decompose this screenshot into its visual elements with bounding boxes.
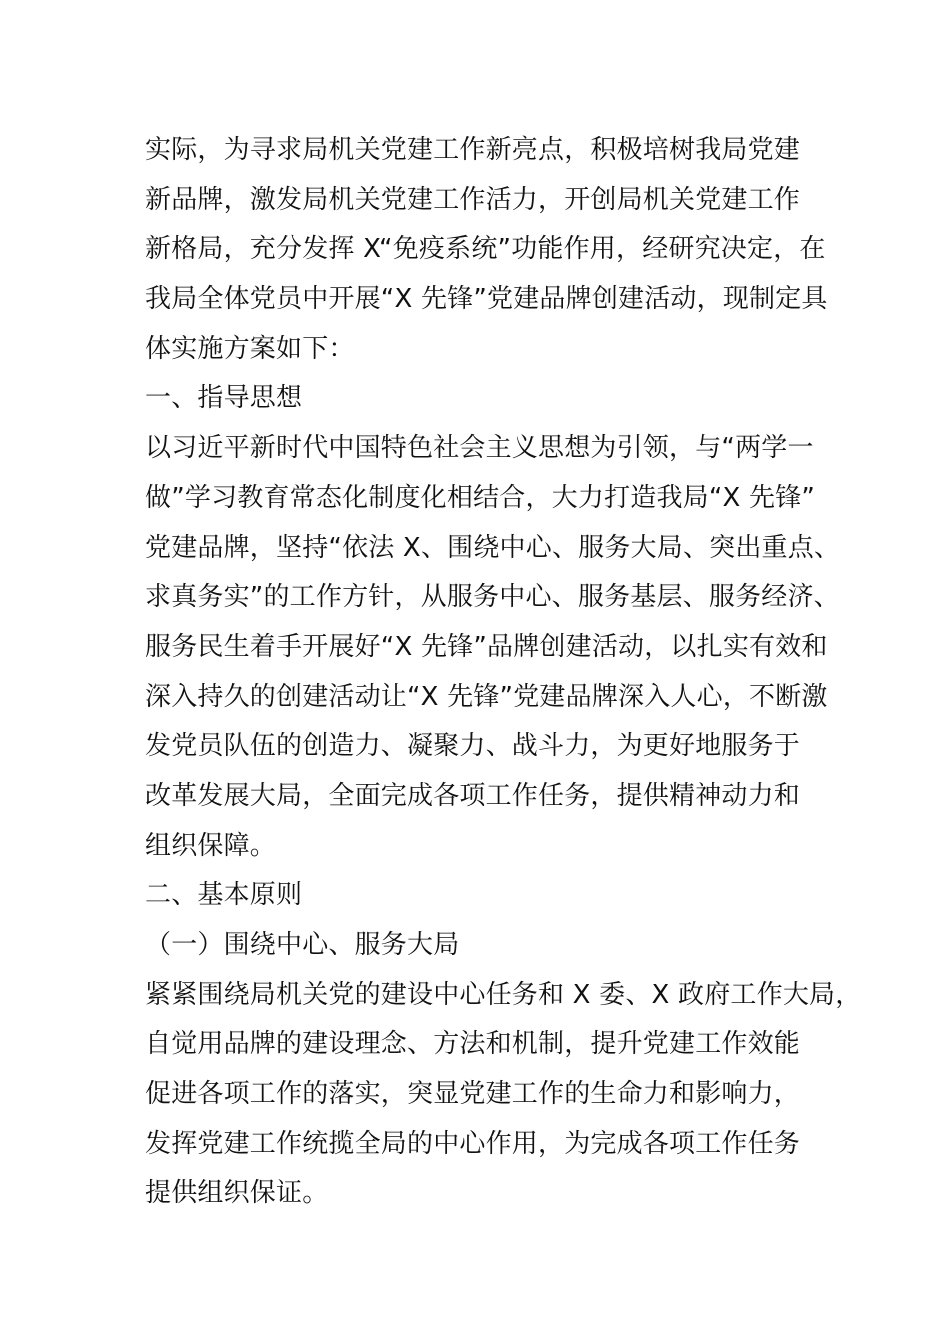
- paragraph-line: 党建品牌，坚持“依法 X、围绕中心、服务大局、突出重点、: [145, 532, 841, 563]
- paragraph-line: 新品牌，激发局机关党建工作活力，开创局机关党建工作: [145, 184, 801, 215]
- paragraph-line: 我局全体党员中开展“X 先锋”党建品牌创建活动，现制定具: [145, 284, 828, 315]
- paragraph-line: 深入持久的创建活动让“X 先锋”党建品牌深入人心，不断激: [145, 681, 828, 712]
- paragraph-line: 发挥党建工作统揽全局的中心作用，为完成各项工作任务: [145, 1128, 801, 1159]
- paragraph-line: 促进各项工作的落实，突显党建工作的生命力和影响力，: [145, 1079, 801, 1110]
- paragraph-line: 紧紧围绕局机关党的建设中心任务和 X 委、X 政府工作大局，: [145, 979, 862, 1010]
- paragraph-line: 改革发展大局，全面完成各项工作任务，提供精神动力和: [145, 780, 801, 811]
- paragraph-line: 体实施方案如下：: [145, 333, 355, 364]
- paragraph-line: 服务民生着手开展好“X 先锋”品牌创建活动，以扎实有效和: [145, 631, 828, 662]
- document-body: [145, 126, 862, 1219]
- paragraph-line: 求真务实”的工作方针，从服务中心、服务基层、服务经济、: [145, 582, 840, 613]
- section-heading-basic-principles: 二、基本原则: [145, 880, 303, 911]
- paragraph-line: 做”学习教育常态化制度化相结合，大力打造我局“X 先锋”: [145, 482, 816, 513]
- paragraph-line: 实际，为寻求局机关党建工作新亮点，积极培树我局党建: [145, 135, 801, 165]
- paragraph-line: 组织保障。: [145, 830, 277, 861]
- paragraph-line: 新格局，充分发挥 X“免疫系统”功能作用，经研究决定，在: [145, 234, 826, 265]
- section-heading-guiding-ideology: 一、指导思想: [145, 383, 303, 414]
- subsection-heading: （一）围绕中心、服务大局: [145, 930, 460, 960]
- paragraph-line: 以习近平新时代中国特色社会主义思想为引领，与“两学一: [145, 433, 814, 464]
- paragraph-line: 发党员队伍的创造力、凝聚力、战斗力，为更好地服务于: [145, 731, 801, 762]
- paragraph-line: 提供组织保证。: [145, 1178, 329, 1209]
- paragraph-line: 自觉用品牌的建设理念、方法和机制，提升党建工作效能: [145, 1029, 801, 1060]
